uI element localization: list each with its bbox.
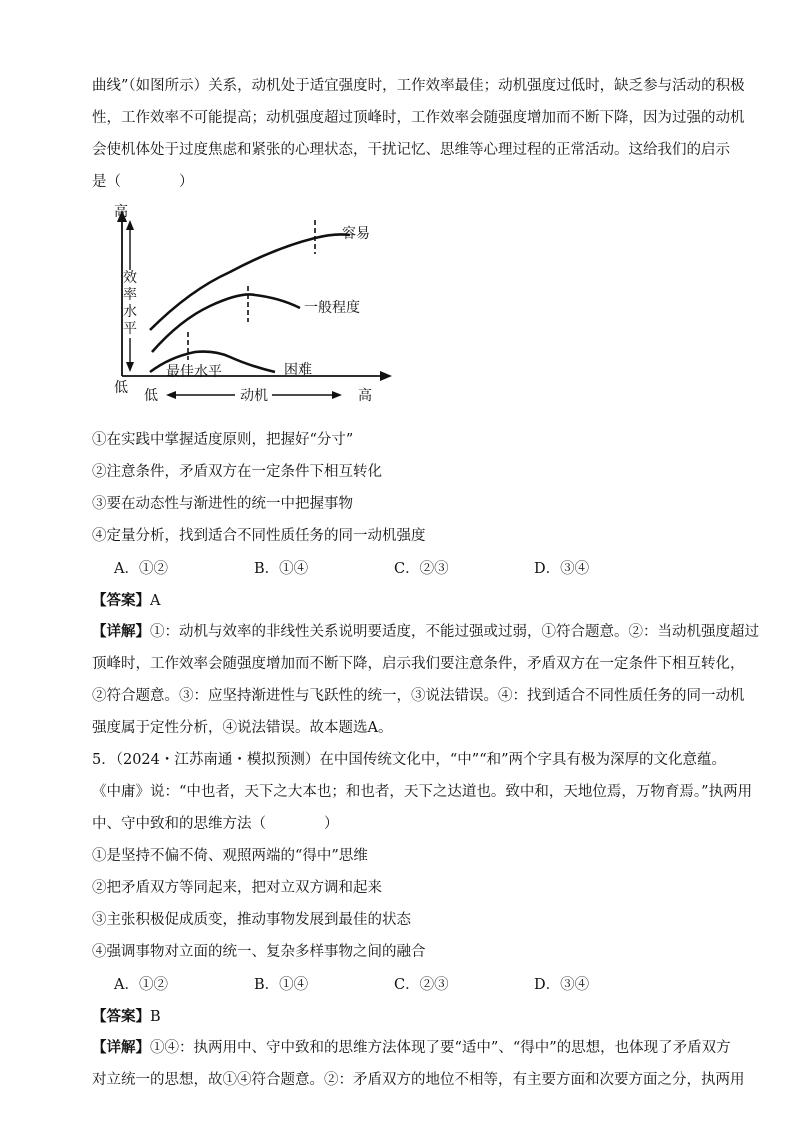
q5-choice-c: C．②③ <box>394 977 449 993</box>
q5-answer-value: B <box>150 1009 161 1025</box>
q4-intro-line: 会使机体处于过度焦虑和紧张的心理状态，干扰记忆、思维等心理过程的正常活动。这给我们的启示 <box>92 142 730 158</box>
y-label-arrowhead-down <box>126 362 134 372</box>
q5-detail-line: 对立统一的思想，故①④符合题意。②：矛盾双方的地位不相等，有主要方面和次要方面之分，执两用 <box>92 1072 745 1088</box>
q5-option: ②把矛盾双方等同起来，把对立双方调和起来 <box>92 880 382 896</box>
q4-detail-line: ②符合题意。③：应坚持渐进性与飞跃性的统一，③说法错误。④：找到适合不同性质任务的同一动机 <box>92 688 745 704</box>
q5-option: ①是坚持不偏不倚、观照两端的“得中”思维 <box>92 848 368 864</box>
q5-answer <box>92 1002 710 1032</box>
q5-stem-line: 《中庸》说：“中也者，天下之大本也；和也者，天下之达道也。致中和，天地位焉，万物育焉。”执两用 <box>92 784 753 800</box>
q5-stem-line: 5．（2024・江苏南通・模拟预测）在中国传统文化中，“中”“和”两个字具有极为深厚的文化意蕴。 <box>92 752 727 768</box>
x-label-arrowhead-right <box>332 391 342 399</box>
x-label: 动机 <box>240 388 268 404</box>
curve-label-medium: 一般程度 <box>304 300 360 316</box>
q4-answer-value: A <box>150 593 161 609</box>
q5-stem-line: 中、守中致和的思维方法（ ） <box>92 816 339 832</box>
motivation-efficiency-figure <box>100 200 420 422</box>
q5-choice-a: A．①② <box>114 977 168 993</box>
q4-choice-c: C．②③ <box>394 561 449 577</box>
y-low-label: 低 <box>114 380 128 396</box>
q5-detail <box>92 1032 745 1096</box>
x-high-label: 高 <box>358 388 372 404</box>
q4-detail <box>92 616 759 744</box>
q5-answer-tag: 【答案】 <box>92 1008 150 1025</box>
x-label-arrowhead-left <box>166 391 176 399</box>
q4-detail-tag: 【详解】 <box>92 623 150 640</box>
q5-option: ④强调事物对立面的统一、复杂多样事物之间的融合 <box>92 944 426 960</box>
q4-intro-line: 性，工作效率不可能提高；动机强度超过顶峰时，工作效率会随强度增加而不断下降，因为过强的动机 <box>92 110 745 126</box>
q4-options <box>92 424 710 552</box>
q4-intro <box>92 70 745 198</box>
y-label-char: 平 <box>123 321 137 337</box>
q4-choice-a: A．①② <box>114 561 168 577</box>
q5-choices <box>92 968 710 1002</box>
q4-choice-d: D．③④ <box>534 561 590 577</box>
y-label-arrowhead-up <box>126 220 134 230</box>
q4-choices <box>92 552 710 586</box>
y-label-char: 效 <box>123 270 137 286</box>
q4-answer-tag: 【答案】 <box>92 592 150 609</box>
q5-stem <box>92 744 753 840</box>
curve-label-easy: 容易 <box>342 226 370 242</box>
q5-option: ③主张积极促成质变，推动事物发展到最佳的状态 <box>92 912 411 928</box>
q4-option: ④定量分析，找到适合不同性质任务的同一动机强度 <box>92 528 426 544</box>
q4-choice-b: B．①④ <box>254 561 309 577</box>
q4-option: ③要在动态性与渐进性的统一中把握事物 <box>92 496 353 512</box>
q4-detail-line: 强度属于定性分析，④说法错误。故本题选A。 <box>92 720 393 736</box>
q4-detail-line: 顶峰时，工作效率会随强度增加而不断下降，启示我们要注意条件，矛盾双方在一定条件下相互转化， <box>92 656 745 672</box>
q4-answer <box>92 586 710 616</box>
curve-label-hard: 困难 <box>284 362 312 378</box>
q4-option: ①在实践中掌握适度原则，把握好“分寸” <box>92 432 354 448</box>
curve-medium <box>152 294 300 352</box>
y-label-char: 率 <box>123 287 137 303</box>
y-label-char: 水 <box>123 304 137 320</box>
q5-detail-tag: 【详解】 <box>92 1039 150 1056</box>
q4-detail-line: ①：动机与效率的非线性关系说明要适度，不能过强或过弱，①符合题意。②：当动机强度超过 <box>150 624 759 640</box>
q4-intro-line: 曲线”（如图所示）关系，动机处于适宜强度时，工作效率最佳；动机强度过低时，缺乏参与活动的积极 <box>92 78 745 94</box>
q4-option: ②注意条件，矛盾双方在一定条件下相互转化 <box>92 464 382 480</box>
y-high-label: 高 <box>114 204 128 220</box>
x-low-label: 低 <box>144 388 158 404</box>
x-axis-arrow <box>380 371 392 381</box>
q4-intro-line: 是（ ） <box>92 174 194 190</box>
q5-choice-b: B．①④ <box>254 977 309 993</box>
q5-detail-line: ①④：执两用中、守中致和的思维方法体现了要“适中”、“得中”的思想，也体现了矛盾双方 <box>150 1040 731 1056</box>
document-page <box>92 70 759 1096</box>
optimum-label: 最佳水平 <box>166 364 222 380</box>
q5-options <box>92 840 710 968</box>
q5-choice-d: D．③④ <box>534 977 590 993</box>
